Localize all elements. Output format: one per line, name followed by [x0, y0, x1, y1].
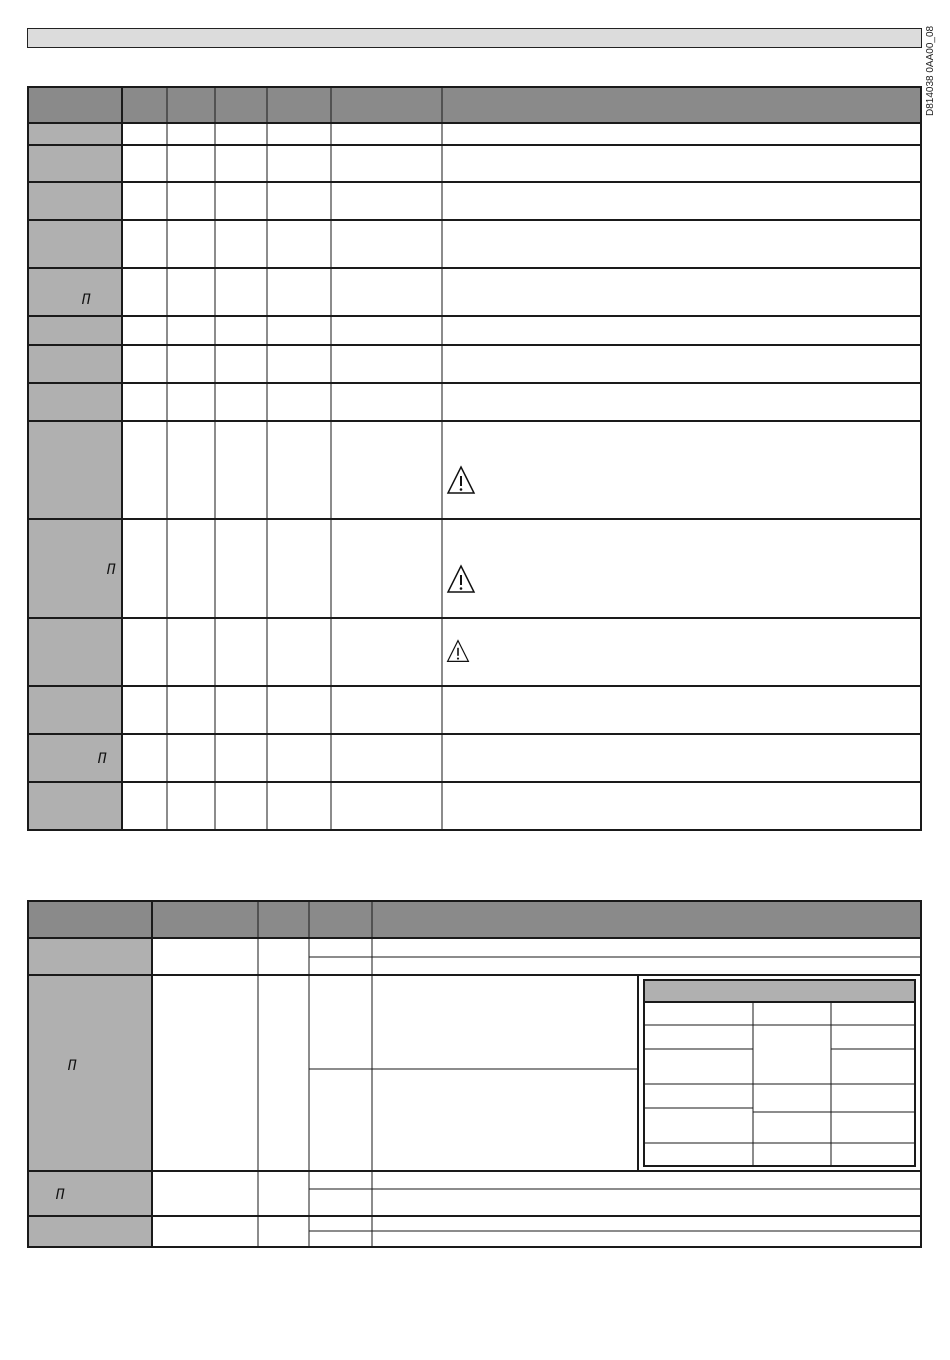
warning-icon — [446, 564, 476, 594]
warning-icon — [446, 639, 470, 663]
segment-glyph: Π — [56, 1187, 65, 1203]
table1-label-column — [28, 123, 122, 830]
parameter-table-1 — [28, 87, 921, 830]
warning-icon — [446, 465, 476, 495]
table2-label-column — [28, 938, 152, 1247]
table1-header-row — [28, 87, 921, 123]
segment-glyph: Π — [68, 1058, 77, 1074]
nested-table-header — [644, 980, 915, 1002]
segment-glyph: Π — [107, 562, 116, 578]
document-id: D814038 0AA00_08 — [925, 25, 936, 116]
segment-glyph: Π — [82, 292, 91, 308]
nested-table — [644, 980, 915, 1166]
segment-glyph: Π — [98, 751, 107, 767]
parameter-table-2 — [28, 901, 921, 1247]
table2-header-row — [28, 901, 921, 938]
